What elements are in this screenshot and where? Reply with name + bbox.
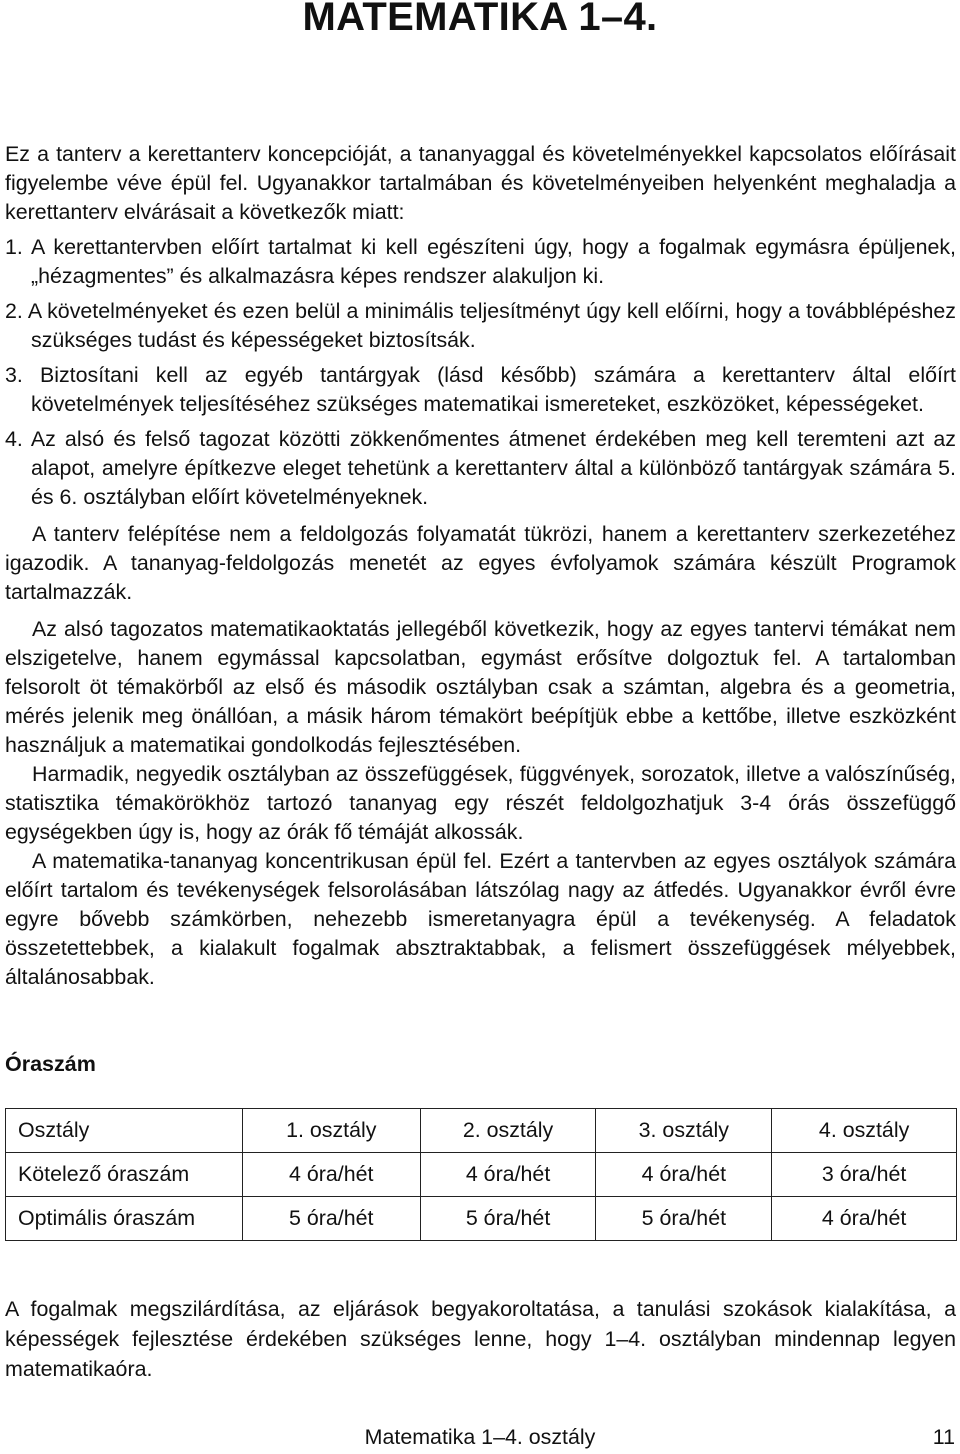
table-cell: 4. osztály bbox=[772, 1109, 957, 1153]
table-cell: 2. osztály bbox=[420, 1109, 596, 1153]
table-row bbox=[6, 1153, 957, 1197]
table-cell: 5 óra/hét bbox=[596, 1197, 772, 1241]
table-cell: Optimális óraszám bbox=[6, 1197, 243, 1241]
table-header-row bbox=[6, 1109, 957, 1153]
table-cell: 3. osztály bbox=[596, 1109, 772, 1153]
table-cell: 4 óra/hét bbox=[596, 1153, 772, 1197]
paragraph-grade-3-4: Harmadik, negyedik osztályban az összefüggések, függvények, sorozatok, illetve a valószínűség, statisztika témakörökhöz tartozó tananyag egy részét feldolgozhatjuk 3-4 órás összefüggő egységekben úgy is, hogy az órák fő témáját alkossák. bbox=[5, 762, 956, 844]
list-item-1: 1. A kerettantervben előírt tartalmat ki kell egészíteni úgy, hogy a fogalmak egymásra épüljenek, „hézagmentes” és alkalmazásra képes rendszer alakuljon ki. bbox=[5, 235, 956, 288]
list-item-2: 2. A követelményeket és ezen belül a minimális teljesítményt úgy kell előírni, hogy a továbblépéshez szükséges tudást és képességeket biztosítsák. bbox=[5, 299, 956, 352]
table-cell: 5 óra/hét bbox=[242, 1197, 420, 1241]
page-title: MATEMATIKA 1–4. bbox=[302, 0, 658, 39]
closing-paragraph: A fogalmak megszilárdítása, az eljárások begyakoroltatása, a tanulási szokások kialakítása, a képességek fejlesztése érdekében szükséges lenne, hogy 1–4. osztályban mindennap legyen matematikaóra. bbox=[5, 1297, 956, 1382]
table-cell: 4 óra/hét bbox=[420, 1153, 596, 1197]
footer-title: Matematika 1–4. osztály bbox=[364, 1425, 596, 1449]
list-item-4: 4. Az alsó és felső tagozat közötti zökkenőmentes átmenet érdekében meg kell teremteni azt az alapot, amelyre építkezve eleget tehetünk a kerettanterv által a különböző tantárgyak számára 5. és 6. osztályban előírt követelményeknek. bbox=[5, 427, 956, 509]
table-cell: 4 óra/hét bbox=[242, 1153, 420, 1197]
table-cell: 1. osztály bbox=[242, 1109, 420, 1153]
paragraph-lower-school: Az alsó tagozatos matematikaoktatás jellegéből következik, hogy az egyes tantervi témákat nem elszigetelve, hanem egymással kapcsolatban, egymást erősítve dolgoztuk fel. A tartalomban felsorolt öt témakörből az első és második osztályban csak a számtan, algebra és a geometria, mérés jelenik meg önállóan, a másik három témakört beépítjük ebbe a kettőbe, illetve eszközként használjuk a matematikai gondolkodás fejlesztésében. bbox=[5, 617, 956, 757]
paragraph-structure: A tanterv felépítése nem a feldolgozás folyamatát tükrözi, hanem a kerettanterv szerkezetéhez igazodik. A tananyag-feldolgozás menetét az egyes évfolyamok számára készült Programok tartalmazzák. bbox=[5, 522, 956, 604]
table-cell: 4 óra/hét bbox=[772, 1197, 957, 1241]
table-cell: Osztály bbox=[6, 1109, 243, 1153]
table-cell: Kötelező óraszám bbox=[6, 1153, 243, 1197]
page-number: 11 bbox=[932, 1425, 955, 1449]
hours-table bbox=[5, 1108, 957, 1241]
paragraph-concentric: A matematika-tananyag koncentrikusan épül fel. Ezért a tantervben az egyes osztályok számára előírt tartalom és tevékenységek felsorolásában látszólag nagy az átfedés. Ugyanakkor évről évre egyre bővebb számkörben, nehezebb ismeretanyagra épül a tevékenység. A feladatok összetettebbek, a kialakult fogalmak absztraktabbak, a felismert összefüggések mélyebbek, általánosabbak. bbox=[5, 849, 956, 989]
body-text bbox=[5, 140, 956, 992]
intro-paragraph: Ez a tanterv a kerettanterv koncepcióját, a tananyaggal és követelményekkel kapcsolatos előírásait figyelembe véve épül fel. Ugyanakkor tartalmában és követelményeiben helyenként meghaladja a kerettanterv elvárásait a következők miatt: bbox=[5, 142, 956, 224]
table-cell: 5 óra/hét bbox=[420, 1197, 596, 1241]
table-row bbox=[6, 1197, 957, 1241]
list-item-3: 3. Biztosítani kell az egyéb tantárgyak (lásd később) számára a kerettanterv által előírt követelmények teljesítéséhez szükséges matematikai ismereteket, eszközöket, képességeket. bbox=[5, 363, 956, 416]
section-heading-hours: Óraszám bbox=[5, 1052, 96, 1076]
table-cell: 3 óra/hét bbox=[772, 1153, 957, 1197]
